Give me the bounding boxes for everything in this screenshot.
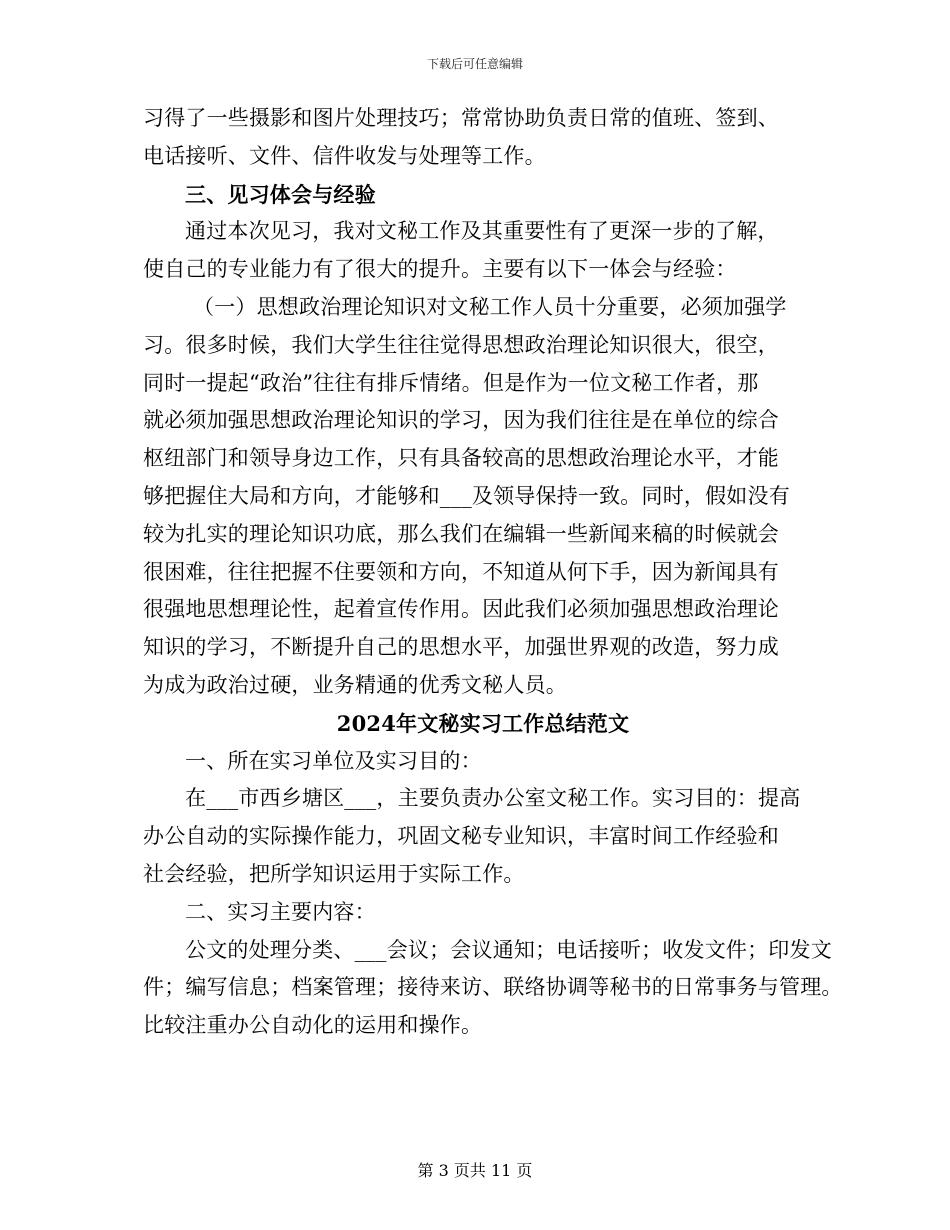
body-line: 习得了一些摄影和图片处理技巧；常常协助负责日常的值班、签到、 — [143, 106, 779, 130]
section-heading: 二、实习主要内容： — [185, 899, 376, 924]
body-line: 很困难，往往把握不住要领和方向，不知道从何下手，因为新闻具有 — [143, 559, 779, 584]
body-line: 比较注重办公自动化的运用和操作。 — [143, 1013, 483, 1038]
body-line: 电话接听、文件、信件收发与处理等工作。 — [143, 143, 546, 168]
body-line: 知识的学习，不断提升自己的思想水平，加强世界观的改造，努力成 — [143, 635, 779, 660]
document-body — [143, 100, 843, 1045]
body-line: 习。很多时候，我们大学生往往觉得思想政治理论知识很大，很空， — [143, 332, 779, 357]
body-line: 办公自动的实际操作能力，巩固文秘专业知识，丰富时间工作经验和 — [143, 824, 779, 849]
body-line: 较为扎实的理论知识功底，那么我们在编辑一些新闻来稿的时候就会 — [143, 521, 779, 546]
body-line: 公文的处理分类、___会议；会议通知；电话接听；收发文件；印发文 — [185, 937, 832, 962]
body-line: （一）思想政治理论知识对文秘工作人员十分重要，必须加强学 — [193, 294, 787, 319]
body-line: 社会经验，把所学知识运用于实际工作。 — [143, 861, 525, 886]
body-line: 够把握住大局和方向，才能够和___及领导保持一致。同时，假如没有 — [143, 483, 790, 508]
page-number: 第 3 页共 11 页 — [417, 1161, 533, 1180]
body-line: 很强地思想理论性，起着宣传作用。因此我们必须加强思想政治理论 — [143, 597, 779, 622]
section-heading: 一、所在实习单位及实习目的： — [185, 748, 482, 773]
body-line: 使自己的专业能力有了很大的提升。主要有以下一体会与经验： — [143, 257, 737, 282]
body-line: 枢纽部门和领导身边工作，只有具备较高的思想政治理论水平，才能 — [143, 446, 779, 471]
page-header-note: 下载后可任意编辑 — [426, 57, 523, 71]
document-title: 2024年文秘实习工作总结范文 — [336, 710, 630, 736]
body-line: 件；编写信息；档案管理；接待来访、联络协调等秘书的日常事务与管理。 — [143, 975, 843, 1000]
body-line: 为成为政治过硬，业务精通的优秀文秘人员。 — [143, 672, 567, 697]
body-line: 同时一提起“政治”往往有排斥情绪。但是作为一位文秘工作者，那 — [143, 370, 759, 395]
body-line: 通过本次见习，我对文秘工作及其重要性有了更深一步的了解， — [185, 219, 779, 244]
body-line: 就必须加强思想政治理论知识的学习，因为我们往往是在单位的综合 — [143, 408, 779, 433]
body-line: 在___市西乡塘区___，主要负责办公室文秘工作。实习目的：提高 — [185, 786, 801, 811]
section-heading: 三、见习体会与经验 — [185, 181, 376, 207]
